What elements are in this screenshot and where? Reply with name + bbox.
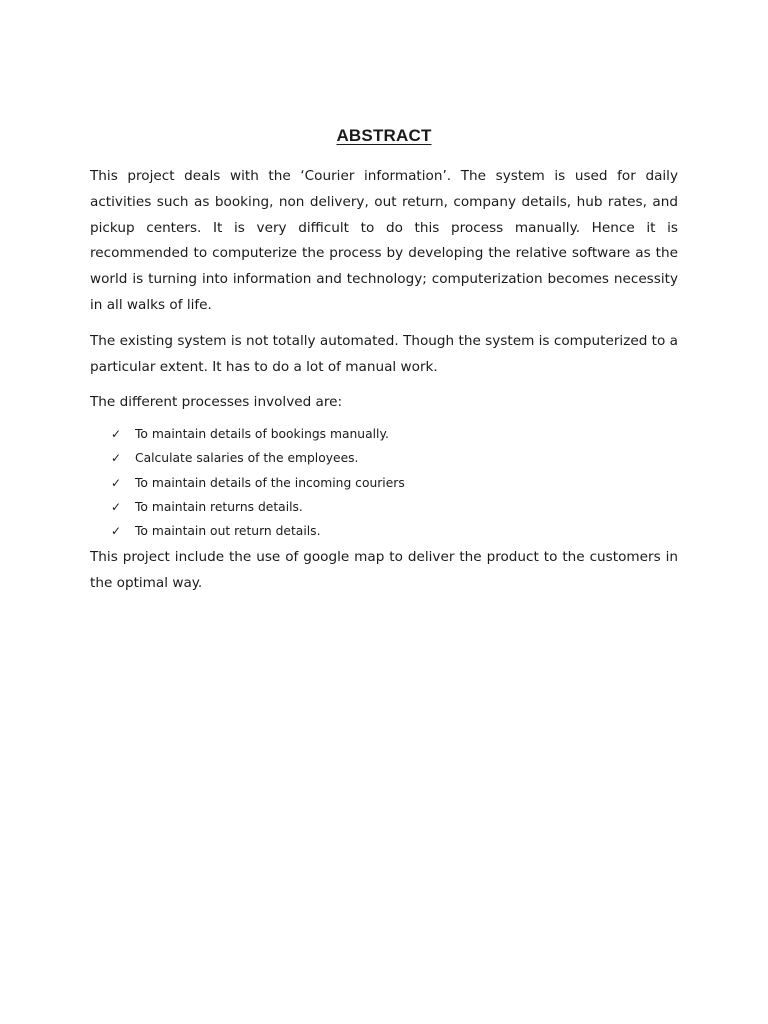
check-mark-icon: ✓: [111, 427, 122, 442]
check-mark-icon: ✓: [111, 451, 122, 466]
processes-intro: The different processes involved are:: [90, 394, 343, 411]
list-item: [111, 519, 678, 543]
list-item-text: To maintain details of bookings manually.: [135, 427, 389, 442]
check-mark-icon: ✓: [111, 499, 122, 514]
page-title-text: ABSTRACT: [336, 126, 432, 145]
existing-system-paragraph: The existing system is not totally automated. Though the system is computerized to a particular extent. It has to do a lot of manual work.: [90, 332, 678, 375]
list-item: [111, 422, 678, 446]
list-item-text: To maintain returns details.: [135, 499, 303, 514]
check-mark-icon: ✓: [111, 475, 122, 490]
document-body: [90, 164, 678, 597]
list-item-text: To maintain out return details.: [135, 524, 321, 539]
check-mark-icon: ✓: [111, 524, 122, 539]
list-item-text: Calculate salaries of the employees.: [135, 451, 359, 466]
google-map-paragraph: This project include the use of google map to deliver the product to the customers in the optimal way.: [90, 549, 678, 591]
list-item-text: To maintain details of the incoming couriers: [135, 475, 405, 490]
process-checklist: [90, 422, 678, 543]
list-item: [111, 495, 678, 519]
list-item: [111, 446, 678, 470]
page-title: [0, 126, 768, 146]
intro-paragraph: This project deals with the ‘Courier information’. The system is used for daily activities such as booking, non delivery, out return, company details, hub rates, and pickup centers. It is very difficult to do this process manually. Hence it is recommended to computerize the process by developing the relative software as the world is turning into information and technology; computerization becomes necessity in all walks of life.: [90, 168, 678, 313]
list-item: [111, 471, 678, 495]
